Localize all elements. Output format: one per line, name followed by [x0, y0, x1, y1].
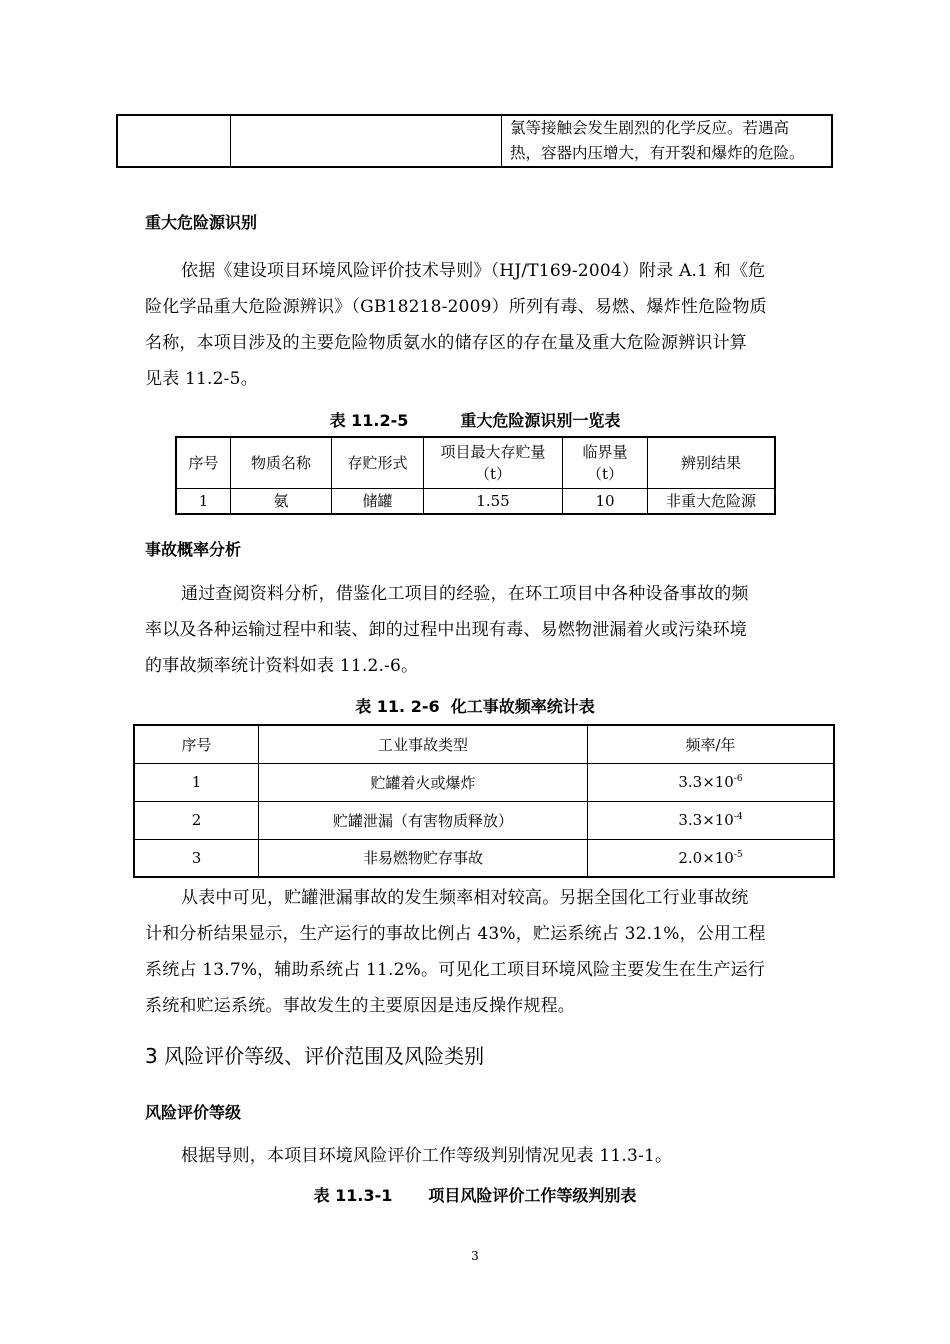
continuation-cell-1 [117, 115, 231, 167]
header-line: （t） [474, 464, 512, 483]
continuation-table [116, 114, 833, 168]
caption-number: 表 11.3-1 [313, 1186, 393, 1205]
table-row [134, 801, 834, 839]
header-line: （t） [586, 464, 624, 483]
continuation-cell-2 [231, 115, 502, 167]
table-row [134, 763, 834, 801]
table-row [176, 488, 775, 514]
table-cell: 氨 [231, 488, 332, 514]
para-line: 名称，本项目涉及的主要危险物质氨水的储存区的存在量及重大危险源辨识计算 [145, 333, 747, 353]
frequency-mantissa: 2.0×10 [678, 848, 734, 867]
header-cell: 序号 [134, 725, 259, 763]
header-cell: 存贮形式 [332, 437, 424, 488]
frequency-mantissa: 3.3×10 [678, 811, 734, 829]
paragraph-risk-level: 根据导则，本项目环境风险评价工作等级判别情况见表 11.3-1。 [181, 1146, 673, 1166]
frequency-mantissa: 3.3×10 [678, 773, 734, 791]
header-cell [424, 437, 563, 488]
header-cell [563, 437, 648, 488]
table-row [134, 839, 834, 877]
continuation-cell-3 [502, 115, 833, 167]
para-line: 依据《建设项目环境风险评价技术导则》（HJ/T169-2004）附录 A.1 和《危 [181, 261, 766, 281]
frequency-exponent: -5 [733, 849, 743, 860]
caption-title: 重大危险源识别一览表 [460, 411, 621, 430]
heading-major-hazard: 重大危险源识别 [145, 213, 258, 232]
para-line: 系统和贮运系统。事故发生的主要原因是违反操作规程。 [145, 996, 575, 1016]
table-caption-11-2-6: 表 11. 2-6 化工事故频率统计表 [355, 697, 595, 716]
frequency-cell [588, 801, 835, 839]
frequency-exponent: -6 [733, 774, 743, 784]
section-title: 3 风险评价等级、评价范围及风险类别 [145, 1044, 485, 1068]
continuation-line-2: 热，容器内压增大，有开裂和爆炸的危险。 [510, 144, 805, 162]
para-line: 通过查阅资料分析，借鉴化工项目的经验，在环工项目中各种设备事故的频 [181, 584, 749, 604]
table-cell: 1.55 [424, 488, 563, 514]
frequency-cell [588, 839, 835, 877]
table-cell: 3 [134, 839, 259, 877]
table-cell: 贮罐着火或爆炸 [259, 763, 588, 801]
header-cell: 辨别结果 [648, 437, 776, 488]
para-line: 系统占 13.7%，辅助系统占 11.2%。可见化工项目环境风险主要发生在生产运行 [145, 960, 766, 980]
caption-number: 表 11.2-5 [329, 411, 409, 430]
table-cell: 1 [176, 488, 231, 514]
table-cell: 10 [563, 488, 648, 514]
table-cell: 2 [134, 801, 259, 839]
caption-title: 项目风险评价工作等级判别表 [428, 1186, 637, 1205]
para-line: 率以及各种运输过程中和装、卸的过程中出现有毒、易燃物泄漏着火或污染环境 [145, 620, 747, 640]
frequency-cell [588, 763, 835, 801]
frequency-exponent: -4 [733, 812, 743, 822]
header-line: 临界量 [582, 442, 628, 461]
para-line: 见表 11.2-5。 [145, 369, 258, 389]
header-cell: 频率/年 [588, 725, 835, 763]
para-line: 险化学品重大危险源辨识》（GB18218-2009）所列有毒、易燃、爆炸性危险物质 [145, 297, 767, 317]
table-caption-11-3-1 [0, 1183, 950, 1206]
header-line: 项目最大存贮量 [440, 442, 546, 461]
header-cell: 物质名称 [231, 437, 332, 488]
header-cell: 序号 [176, 437, 231, 488]
paragraph-accident [145, 576, 815, 684]
table-caption-11-2-5 [0, 408, 950, 431]
table-cell: 非易燃物贮存事故 [259, 839, 588, 877]
paragraph-major-hazard [145, 253, 815, 397]
table-cell: 储罐 [332, 488, 424, 514]
heading-risk-level: 风险评价等级 [145, 1103, 242, 1122]
header-cell: 工业事故类型 [259, 725, 588, 763]
page-number: 3 [471, 1249, 479, 1263]
hazard-table [175, 436, 776, 515]
para-line: 从表中可见，贮罐泄漏事故的发生频率相对较高。另据全国化工行业事故统 [181, 888, 749, 908]
para-line: 的事故频率统计资料如表 11.2.-6。 [145, 656, 419, 676]
table-cell: 非重大危险源 [648, 488, 776, 514]
table-cell: 贮罐泄漏（有害物质释放） [259, 801, 588, 839]
continuation-line-1: 氯等接触会发生剧烈的化学反应。若遇高 [510, 119, 790, 137]
accident-frequency-table [133, 724, 835, 878]
paragraph-accident-conclusion [145, 880, 815, 1024]
para-line: 计和分析结果显示，生产运行的事故比例占 43%，贮运系统占 32.1%，公用工程 [145, 924, 766, 944]
heading-accident-probability: 事故概率分析 [145, 540, 242, 559]
table-cell: 1 [134, 763, 259, 801]
